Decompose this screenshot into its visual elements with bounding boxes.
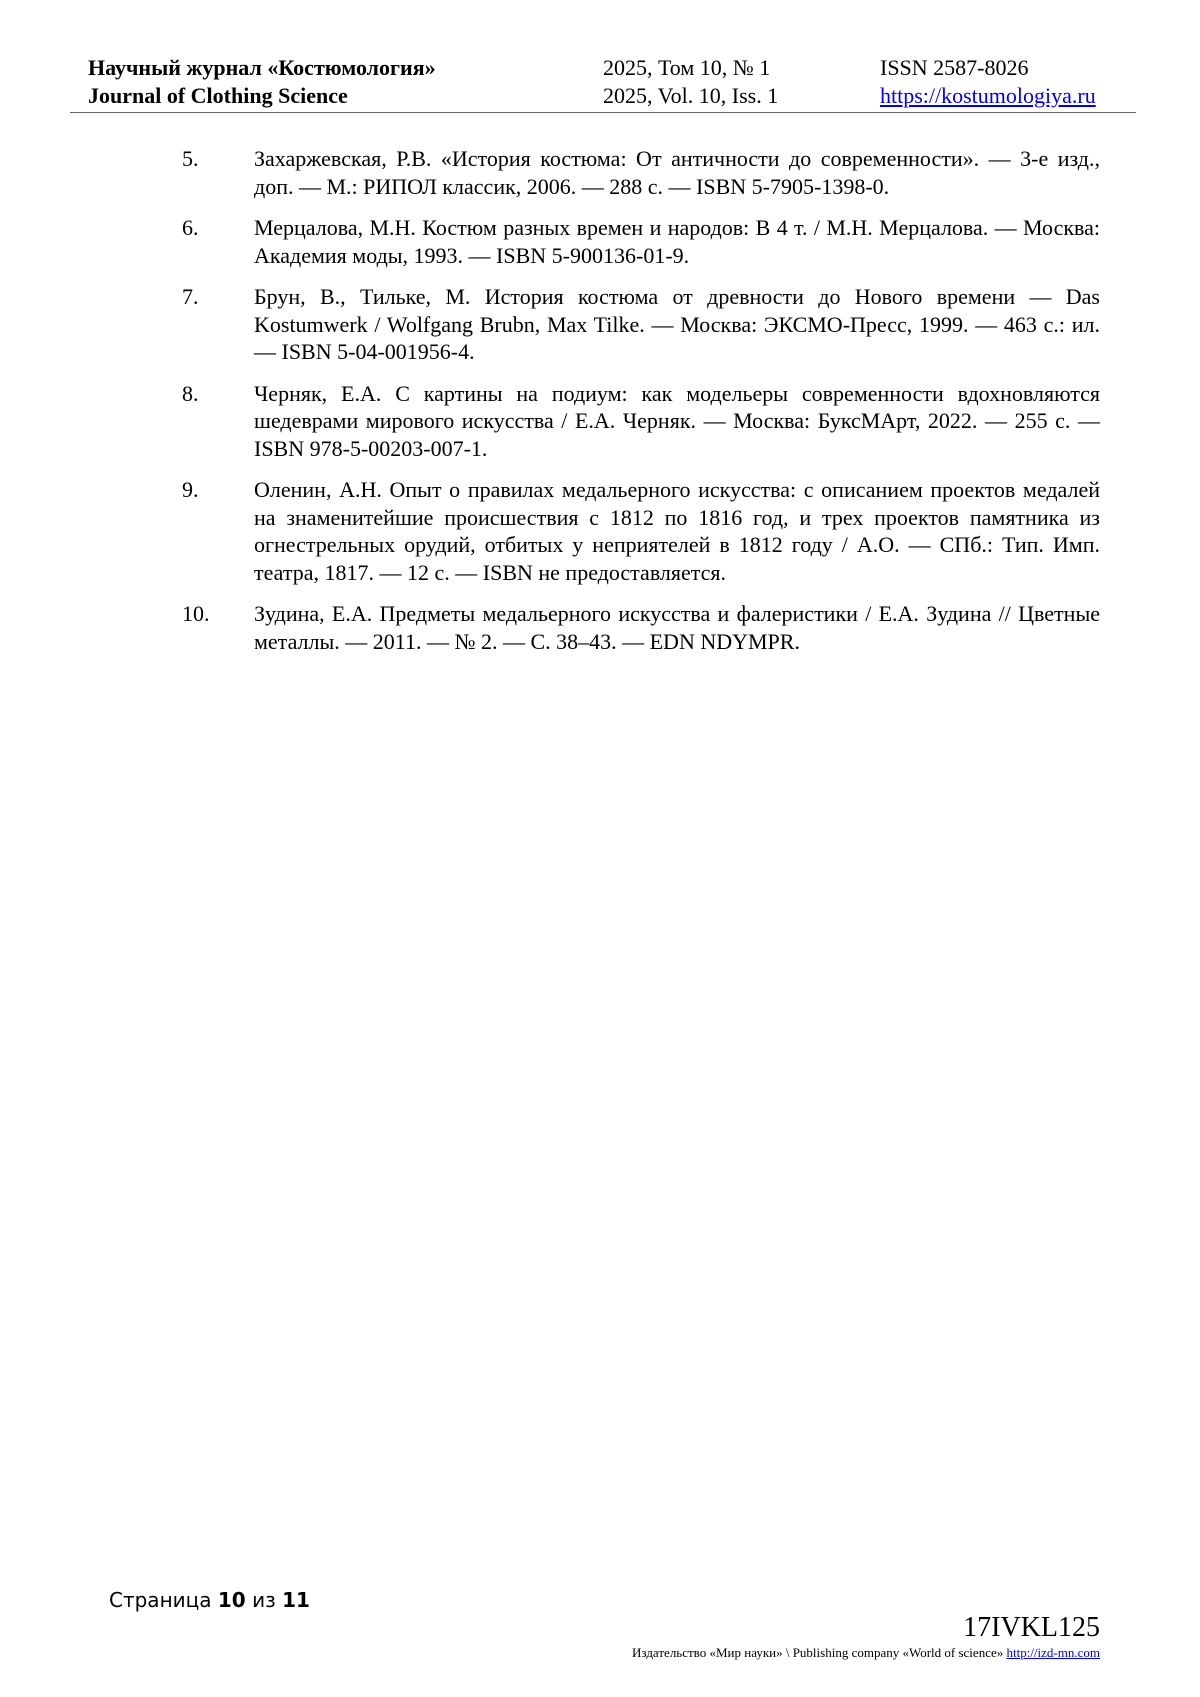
reference-item (182, 600, 1100, 655)
journal-title-block (88, 54, 436, 110)
page-of: из (252, 1588, 276, 1612)
reference-item (182, 380, 1100, 463)
reference-text: Зудина, Е.А. Предметы медальерного искусства и фалеристики / Е.А. Зудина // Цветные металлы. — 2011. — № 2. — С. 38–43. — EDN NDYMPR. (254, 601, 1100, 654)
volume-en: 2025, Vol. 10, Iss. 1 (603, 83, 779, 108)
volume-ru: 2025, Том 10, № 1 (603, 55, 771, 80)
reference-number: 8. (182, 380, 199, 406)
reference-text: Брун, В., Тильке, М. История костюма от древности до Нового времени — Das Kostumwerk / Wolfgang Brubn, Max Tilke. — Москва: ЭКСМО-Пресс, 1999. — 463 с.: ил. — ISBN 5-04-001956-4. (254, 284, 1100, 364)
issn: ISSN 2587-8026 (880, 55, 1029, 80)
page-current: 10 (217, 1588, 246, 1612)
reference-item (182, 214, 1100, 269)
header-divider (70, 112, 1136, 113)
reference-number: 7. (182, 284, 199, 309)
reference-list (182, 145, 1100, 669)
reference-text: Мерцалова, М.Н. Костюм разных времен и народов: В 4 т. / М.Н. Мерцалова. — Москва: Академия моды, 1993. — ISBN 5-900136-01-9. (254, 215, 1100, 268)
reference-text: Оленин, А.Н. Опыт о правилах медальерного искусства: с описанием проектов медалей на знаменитейшие происшествия с 1812 по 1816 год, и трех проектов памятника из огнестрельных орудий, отбитых у неприятелей в 1812 году / А.О. — СПб.: Тип. Имп. театра, 1817. — 12 с. — ISBN не предоставляется. (254, 477, 1100, 585)
page-number (109, 1588, 310, 1612)
page-label: Страница (109, 1588, 212, 1612)
publisher-line (632, 1645, 1100, 1661)
reference-number: 5. (182, 146, 199, 171)
reference-number: 6. (182, 215, 199, 240)
article-code: 17IVKL125 (963, 1612, 1100, 1643)
reference-number: 9. (182, 477, 199, 502)
page-header (88, 54, 1122, 110)
reference-number: 10. (182, 601, 210, 626)
reference-text: Захаржевская, Р.В. «История костюма: От античности до современности». — 3-е изд., доп. — М.: РИПОЛ классик, 2006. — 288 с. — ISBN 5-7905-1398-0. (254, 146, 1100, 199)
volume-block (603, 54, 778, 110)
issn-block (880, 54, 1096, 110)
publisher-text: Издательство «Мир науки» \ Publishing company «World of science» (632, 1645, 1004, 1660)
reference-item (182, 283, 1100, 366)
reference-item (182, 476, 1100, 586)
publisher-link[interactable]: http://izd-mn.com (1006, 1645, 1100, 1660)
page-total: 11 (282, 1588, 310, 1612)
journal-title-en: Journal of Clothing Science (88, 83, 348, 108)
reference-text: Черняк, Е.А. С картины на подиум: как модельеры современности вдохновляются шедеврами мирового искусства / Е.А. Черняк. — Москва: БуксМАрт, 2022. — 255 с. — ISBN 978-5-00203-007-1. (254, 380, 1100, 461)
journal-website-link[interactable]: https://kostumologiya.ru (880, 83, 1096, 108)
journal-title-ru: Научный журнал «Костюмология» (88, 55, 436, 80)
reference-item (182, 145, 1100, 200)
